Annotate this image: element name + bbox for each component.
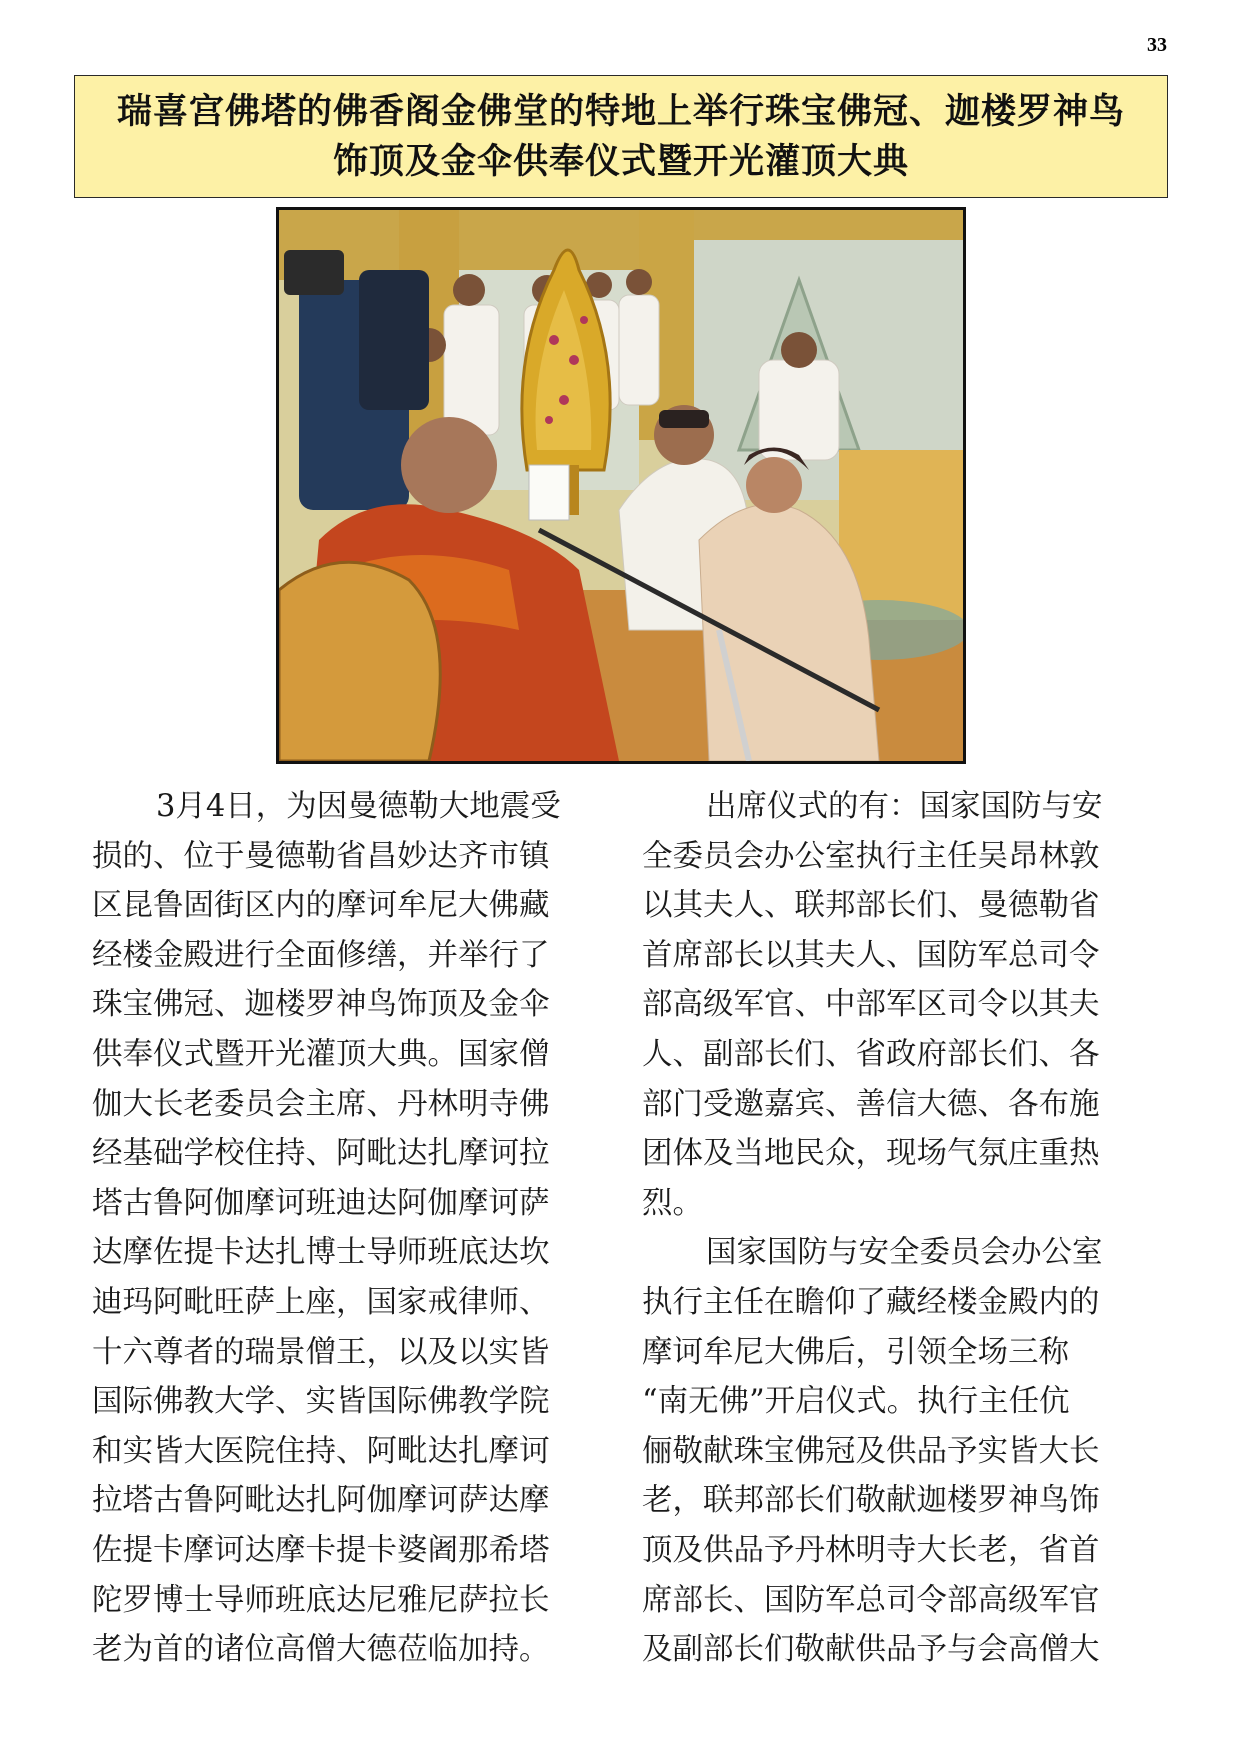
article-title-line-2: 饰顶及金伞供奉仪式暨开光灌顶大典	[332, 141, 909, 182]
paragraph-line: 佐提卡摩诃达摩卡提卡婆阇那希塔	[92, 1532, 550, 1568]
left-text-column	[92, 782, 600, 1675]
article-title-box	[74, 75, 1168, 198]
article-title-line-1: 瑞喜宫佛塔的佛香阁金佛堂的特地上举行珠宝佛冠、迦楼罗神鸟	[116, 91, 1125, 132]
paragraph-line: 十六尊者的瑞景僧王，以及以实皆	[92, 1334, 550, 1370]
paragraph-line: 和实皆大医院住持、阿毗达扎摩诃	[92, 1433, 550, 1469]
paragraph-line: 俪敬献珠宝佛冠及供品予实皆大长	[642, 1433, 1100, 1469]
paragraph-line: 部高级军官、中部军区司令以其夫	[642, 987, 1100, 1023]
paragraph-line: “南无佛”开启仪式。执行主任伉	[642, 1384, 1070, 1420]
paragraph-line: 席部长、国防军总司令部高级军官	[642, 1582, 1100, 1618]
right-text-column	[642, 782, 1150, 1675]
paragraph-line: 迪玛阿毗旺萨上座，国家戒律师、	[92, 1284, 550, 1320]
paragraph-line: 全委员会办公室执行主任吴昂林敦	[642, 838, 1100, 874]
paragraph-line: 塔古鲁阿伽摩诃班迪达阿伽摩诃萨	[92, 1185, 550, 1221]
paragraph-line: 伽大长老委员会主席、丹林明寺佛	[92, 1086, 550, 1122]
paragraph-line: 以其夫人、联邦部长们、曼德勒省	[642, 888, 1100, 924]
page-number: 33	[1147, 34, 1167, 56]
paragraph-line: 烈。	[642, 1185, 703, 1221]
paragraph-line: 老为首的诸位高僧大德莅临加持。	[92, 1632, 550, 1668]
paragraph-line: 首席部长以其夫人、国防军总司令	[642, 937, 1100, 973]
paragraph-line: 拉塔古鲁阿毗达扎阿伽摩诃萨达摩	[92, 1483, 550, 1519]
paragraph-line: 区昆鲁固街区内的摩诃牟尼大佛藏	[92, 888, 550, 924]
paragraph-line: 摩诃牟尼大佛后，引领全场三称	[642, 1334, 1069, 1370]
ceremony-photo	[276, 207, 966, 764]
paragraph-line: 经楼金殿进行全面修缮，并举行了	[92, 937, 550, 973]
paragraph-line: 执行主任在瞻仰了藏经楼金殿内的	[642, 1284, 1100, 1320]
paragraph-line: 老，联邦部长们敬献迦楼罗神鸟饰	[642, 1483, 1100, 1519]
paragraph-line: 国际佛教大学、实皆国际佛教学院	[92, 1384, 550, 1420]
paragraph-line: 经基础学校住持、阿毗达扎摩诃拉	[92, 1136, 550, 1172]
paragraph-line: 团体及当地民众，现场气氛庄重热	[642, 1136, 1100, 1172]
paragraph-line: 3月4日，为因曼德勒大地震受	[156, 789, 561, 824]
paragraph-line: 陀罗博士导师班底达尼雅尼萨拉长	[92, 1582, 550, 1618]
paragraph-line: 顶及供品予丹林明寺大长老，省首	[642, 1532, 1100, 1568]
paragraph-line: 部门受邀嘉宾、善信大德、各布施	[642, 1086, 1100, 1122]
paragraph-line: 及副部长们敬献供品予与会高僧大	[642, 1632, 1100, 1668]
ceremony-photo-illustration	[279, 210, 963, 761]
paragraph-line: 珠宝佛冠、迦楼罗神鸟饰顶及金伞	[92, 987, 550, 1023]
paragraph-line: 国家国防与安全委员会办公室	[706, 1235, 1103, 1271]
paragraph-line: 供奉仪式暨开光灌顶大典。国家僧	[92, 1036, 550, 1072]
paragraph-line: 人、副部长们、省政府部长们、各	[642, 1036, 1100, 1072]
paragraph-line: 达摩佐提卡达扎博士导师班底达坎	[92, 1235, 550, 1271]
paragraph-line: 出席仪式的有：国家国防与安	[706, 789, 1103, 824]
paragraph-line: 损的、位于曼德勒省昌妙达齐市镇	[92, 838, 550, 874]
